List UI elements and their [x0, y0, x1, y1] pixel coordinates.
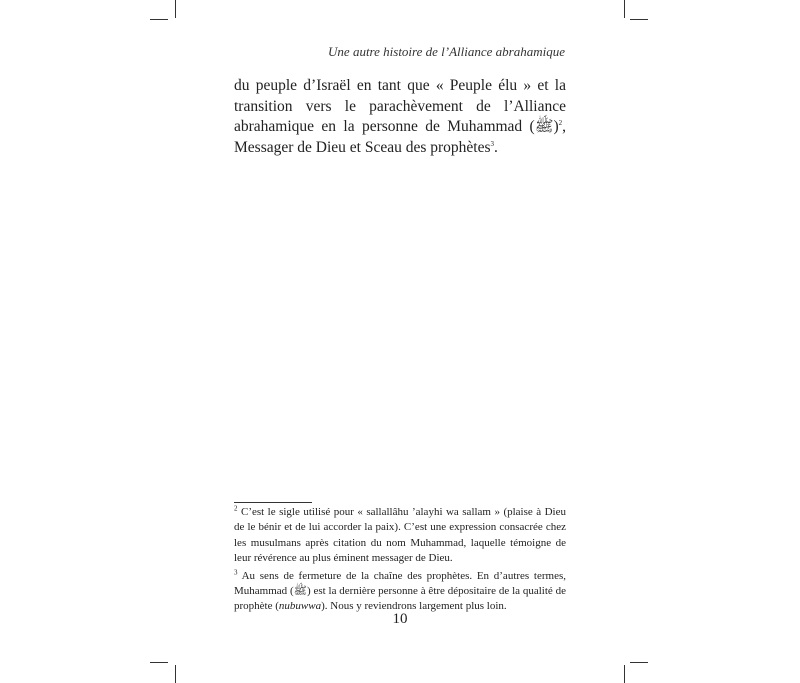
body-text-part3: .	[494, 138, 498, 156]
crop-mark-top-left-v	[175, 0, 176, 18]
crop-mark-bottom-left-v	[175, 665, 176, 683]
body-text-part1: du peuple d’Israël en tant que « Peuple élu » et la transition vers le parachèvement de l’Alliance abrahamique en la personne de Muhammad (ﷺ)	[234, 77, 566, 135]
footnote-text-end: ). Nous y reviendrons largement plus loin.	[321, 600, 507, 613]
footnote-text: C’est le sigle utilisé pour « sallallâhu ’alayhi wa sallam » (plaise à Dieu de le bénir et de lui accorder la paix). C’est une expression consacrée chez les musulmans après citation du nom Muhammad, laquelle témoigne de leur révérence au plus éminent messager de Dieu.	[234, 506, 566, 565]
footnote-text: Au sens de fermeture de la chaîne des prophètes. En d’autres termes, Muhammad (ﷺ) est la dernière personne à être dépositaire de la qualité de prophète (	[234, 569, 566, 613]
note-reference-2[interactable]: 2	[558, 118, 563, 127]
page-number: 10	[392, 611, 408, 627]
running-header: Une autre histoire de l’Alliance abrahamique	[328, 44, 565, 59]
crop-mark-top-left-h	[150, 19, 168, 20]
crop-mark-bottom-left-h	[150, 662, 168, 663]
footnote-number: 3	[234, 567, 238, 576]
footnote-number: 2	[234, 504, 238, 513]
footnote-separator	[234, 502, 312, 503]
footnote-italic-term: nubuwwa	[278, 600, 322, 613]
crop-mark-bottom-right-v	[624, 665, 625, 683]
body-paragraph	[234, 76, 566, 158]
footnote-3	[234, 569, 566, 615]
crop-mark-top-right-v	[624, 0, 625, 18]
footnotes	[234, 505, 566, 617]
note-reference-3[interactable]: 3	[490, 139, 495, 148]
crop-mark-top-right-h	[630, 19, 648, 20]
body-text-part2: , Messager de Dieu et Sceau des prophètes	[234, 118, 566, 156]
footnote-2	[234, 505, 566, 567]
crop-mark-bottom-right-h	[630, 662, 648, 663]
